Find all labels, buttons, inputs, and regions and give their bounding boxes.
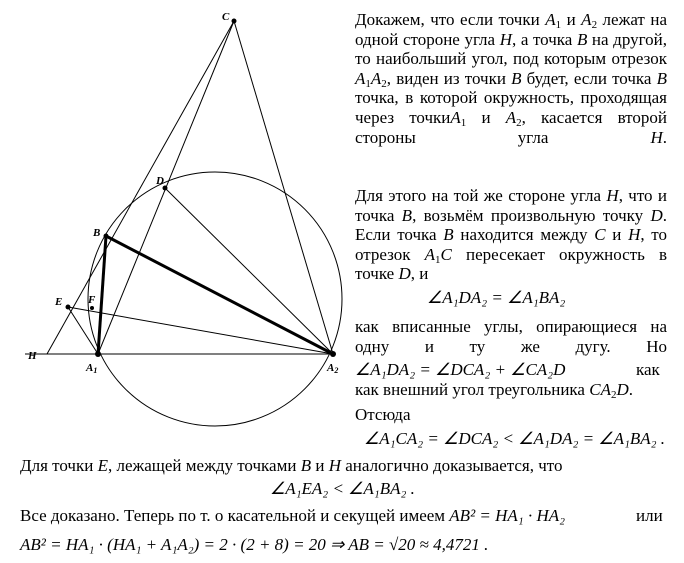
word-kak: как — [636, 360, 660, 379]
point-A2 — [330, 351, 336, 357]
circle — [88, 172, 342, 426]
label-E: E — [55, 296, 63, 308]
point-A1 — [95, 351, 101, 357]
word-otsyuda: Отсюда — [355, 405, 411, 424]
label-H: H — [28, 350, 37, 362]
formula-inscribed-angles: ∠A₁DA₂ = ∠A₁BA₂ — [427, 288, 566, 307]
label-A2: A2 — [327, 362, 339, 375]
formula-conclusion: ∠A₁CA₂ = ∠DCA₂ < ∠A₁DA₂ = ∠A₁BA₂ . — [364, 429, 666, 448]
label-A1: A1 — [86, 362, 98, 375]
formula-point-E: ∠A₁EA₂ < ∠A₁BA₂ . — [270, 479, 415, 498]
point-C — [232, 19, 237, 24]
label-F: F — [88, 294, 96, 306]
paragraph-point-E: Для точки E, лежащей между точками B и H аналогично доказывается, что — [20, 456, 563, 475]
segment-E-A1 — [68, 307, 98, 354]
label-D: D — [156, 175, 164, 187]
paragraph-inscribed-note: как вписанные углы, опирающиеся на одну и ту же дугу. Но — [355, 317, 667, 356]
point-E — [66, 305, 71, 310]
label-C: C — [222, 11, 230, 23]
formula-exterior-angle: ∠A₁DA₂ = ∠DCA₂ + ∠CA₂D — [355, 360, 566, 379]
label-B: B — [93, 227, 101, 239]
word-ili: или — [636, 506, 663, 525]
point-B — [104, 234, 109, 239]
paragraph-tangent-secant: Все доказано. Теперь по т. о касательной и секущей имеем AB² = HA₁ · HA₂ — [20, 506, 566, 525]
formula-final-result: AB² = HA₁ · (HA₁ + A₁A₂) = 2 · (2 + 8) = 20 ⇒ AB = √20 ≈ 4,4721 . — [20, 535, 489, 554]
paragraph-construction: Для этого на той же стороне угла H, что и точка B, возьмём произвольную точку D. Если точка B находится между C и H, то отрезок $A_1C$ пересекает окружность в точке D, и — [355, 186, 667, 284]
paragraph-exterior-angle: как внешний угол треугольника $CA_2D$. — [355, 380, 633, 401]
ray-H-C — [47, 21, 234, 354]
segment-B-A2 — [106, 236, 333, 354]
formula-tangent-secant: AB² = HA₁ · HA₂ — [449, 506, 566, 525]
geometry-figure — [0, 0, 352, 440]
point-F — [90, 306, 94, 310]
segment-C-A2 — [234, 21, 333, 354]
paragraph-proof-claim: Докажем, что если точки $A_1$ и $A_2$ лежат на одной стороне угла H, а точка B на другой, то наибольший угол, под которым отрезок $A_1A_2$, виден из точки B будет, если точка B точка, в которой окружность, проходящая через точкиA$_1$ и $A_2$, касается второй стороны угла H. — [355, 10, 668, 147]
